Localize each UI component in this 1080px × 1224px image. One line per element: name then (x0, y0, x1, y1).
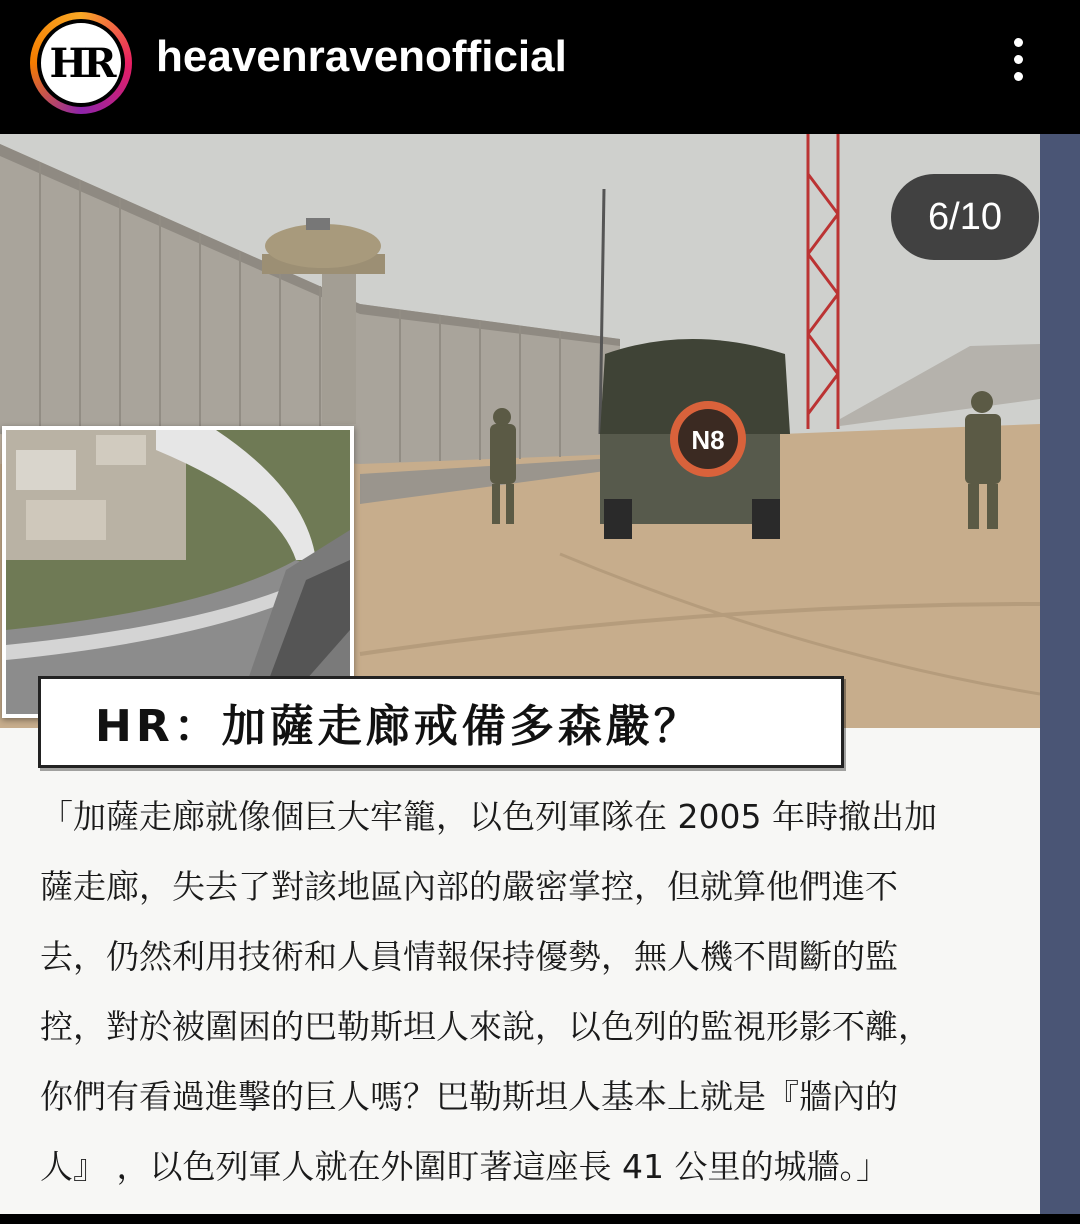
avatar-logo-mark: HR (49, 39, 113, 87)
quote-line: 去，仍然利用技術和人員情報保持優勢，無人機不間斷的監 (40, 937, 898, 976)
headline-text: HR：加薩走廊戒備多森嚴？ (95, 701, 702, 752)
profile-avatar[interactable] (30, 12, 132, 114)
slide-counter-badge: 6/10 (891, 174, 1039, 260)
quote-line: 薩走廊，失去了對該地區內部的嚴密掌控，但就算他們進不 (40, 867, 898, 906)
quote-line: 人』 ，以色列軍人就在外圍盯著這座長 41 公里的城牆。」 (40, 1147, 889, 1186)
post-header (0, 0, 1080, 134)
bottom-edge (0, 1214, 1080, 1224)
quote-line: 「加薩走廊就像個巨大牢籠，以色列軍隊在 2005 年時撤出加 (40, 797, 937, 836)
aerial-wall-inset-photo (2, 426, 354, 718)
avatar-logo (37, 19, 125, 107)
headline-box (38, 676, 844, 768)
username-link[interactable]: heavenravenofficial (156, 32, 567, 81)
post-image-slide[interactable] (0, 134, 1040, 1214)
next-slide-peek[interactable] (1040, 134, 1080, 1214)
jeep-badge-text: N8 (691, 425, 725, 455)
quote-line: 你們有看過進擊的巨人嗎？巴勒斯坦人基本上就是『牆內的 (40, 1077, 898, 1116)
quote-line: 控，對於被圍困的巴勒斯坦人來說，以色列的監視形影不離， (40, 1007, 931, 1046)
quote-body (40, 782, 1030, 1202)
more-vertical-icon[interactable] (1006, 38, 1030, 88)
